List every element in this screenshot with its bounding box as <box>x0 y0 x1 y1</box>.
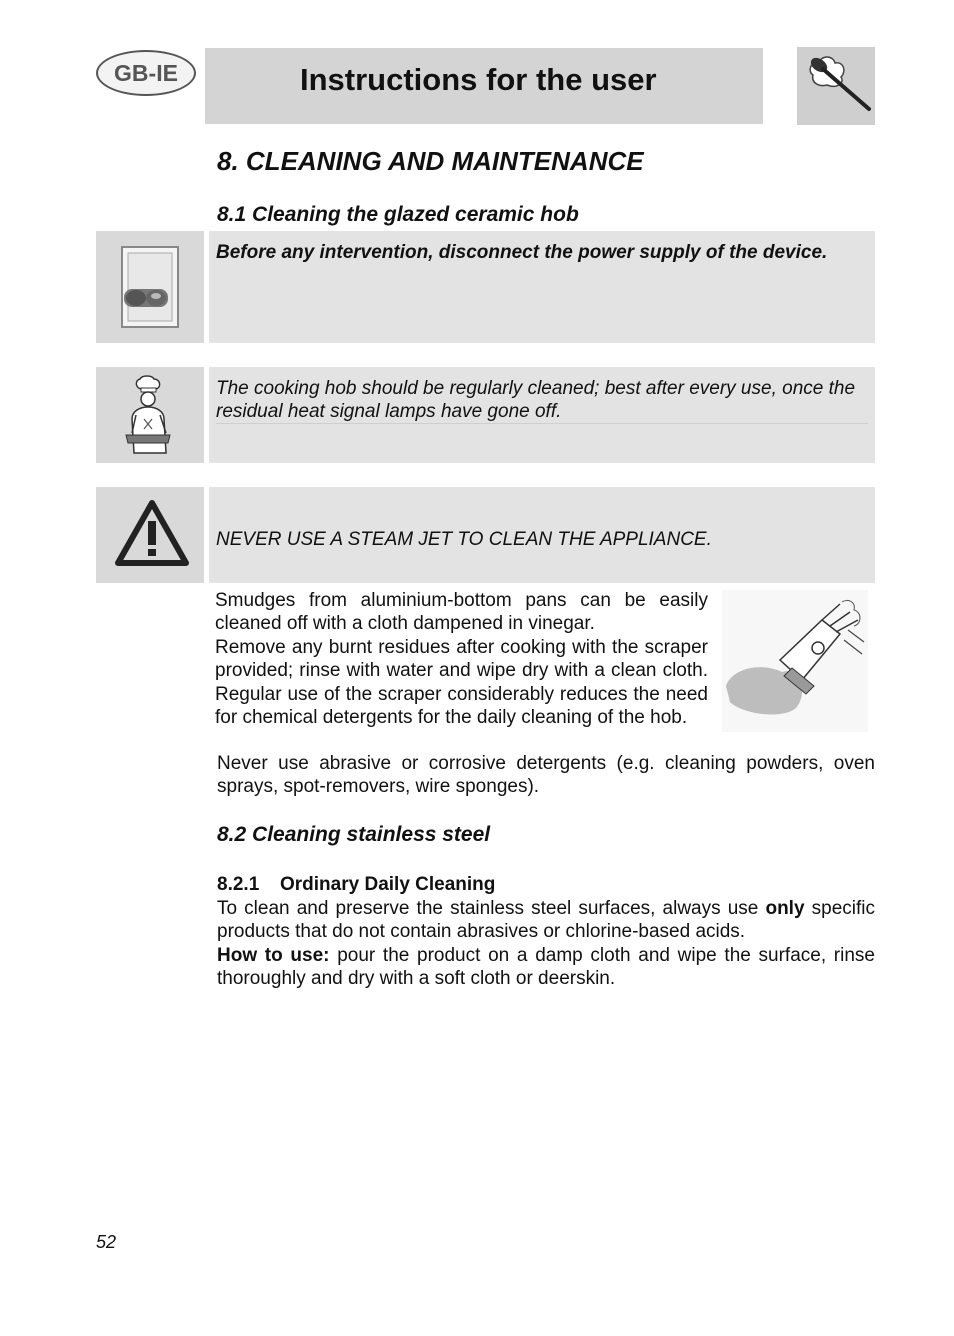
country-badge-label: GB-IE <box>114 59 178 86</box>
paragraph-stainless-part1: To clean and preserve the stainless steel surfaces, always use <box>217 898 766 919</box>
page-number: 52 <box>96 1232 117 1252</box>
how-to-use-label: How to use: <box>217 945 330 966</box>
page-title: Instructions for the user <box>300 62 657 97</box>
paragraph-detergents: Never use abrasive or corrosive detergents (e.g. cleaning powders, oven sprays, spot-removers, wire sponges). <box>217 753 875 798</box>
spoon-chef-hat-icon <box>797 47 875 125</box>
paragraph-stainless-part2: specific products that do not contain abrasives or chlorine-based acids. <box>217 898 875 943</box>
paragraph-stainless-emphasis: only <box>765 898 805 919</box>
power-switch-icon <box>118 245 204 329</box>
warning-triangle-icon <box>114 499 204 567</box>
chef-icon <box>122 375 204 455</box>
power-note-box <box>209 231 875 343</box>
chef-note-icon-box <box>96 367 204 463</box>
subsection-title-8-1: 8.1 Cleaning the glazed ceramic hob <box>217 203 579 226</box>
paragraph-scraper: Remove any burnt residues after cooking with the scraper provided; rinse with water and wipe dry with a clean cloth. Regular use of the scraper considerably reduces the need for chemical detergents for the daily cleaning of the hob. <box>215 637 708 729</box>
steam-warning-text: NEVER USE A STEAM JET TO CLEAN THE APPLIANCE. <box>216 529 712 550</box>
divider <box>216 423 868 424</box>
power-note-icon-box <box>96 231 204 343</box>
paragraph-smudges: Smudges from aluminium-bottom pans can be easily cleaned off with a cloth dampened in vinegar. <box>215 590 708 635</box>
subsection-title-8-2: 8.2 Cleaning stainless steel <box>217 823 491 846</box>
how-to-use-text: pour the product on a damp cloth and wipe the surface, rinse thoroughly and dry with a soft cloth or deerskin. <box>217 945 875 990</box>
steam-warning-note-box <box>209 487 875 583</box>
paragraph-stainless <box>217 897 875 944</box>
scraper-illustration <box>722 590 868 732</box>
power-note-text: Before any intervention, disconnect the power supply of the device. <box>216 242 828 263</box>
warning-note-icon-box <box>96 487 204 583</box>
country-badge <box>96 50 196 96</box>
paragraph-how-to-use <box>217 944 875 991</box>
regular-cleaning-note-text: The cooking hob should be regularly cleaned; best after every use, once the residual heat signal lamps have gone off. <box>216 378 856 422</box>
section-title: 8. CLEANING AND MAINTENANCE <box>217 146 644 176</box>
subsubsection-title: Ordinary Daily Cleaning <box>280 874 496 895</box>
subsubsection-number: 8.2.1 <box>217 874 260 895</box>
regular-cleaning-note-box <box>209 367 875 463</box>
